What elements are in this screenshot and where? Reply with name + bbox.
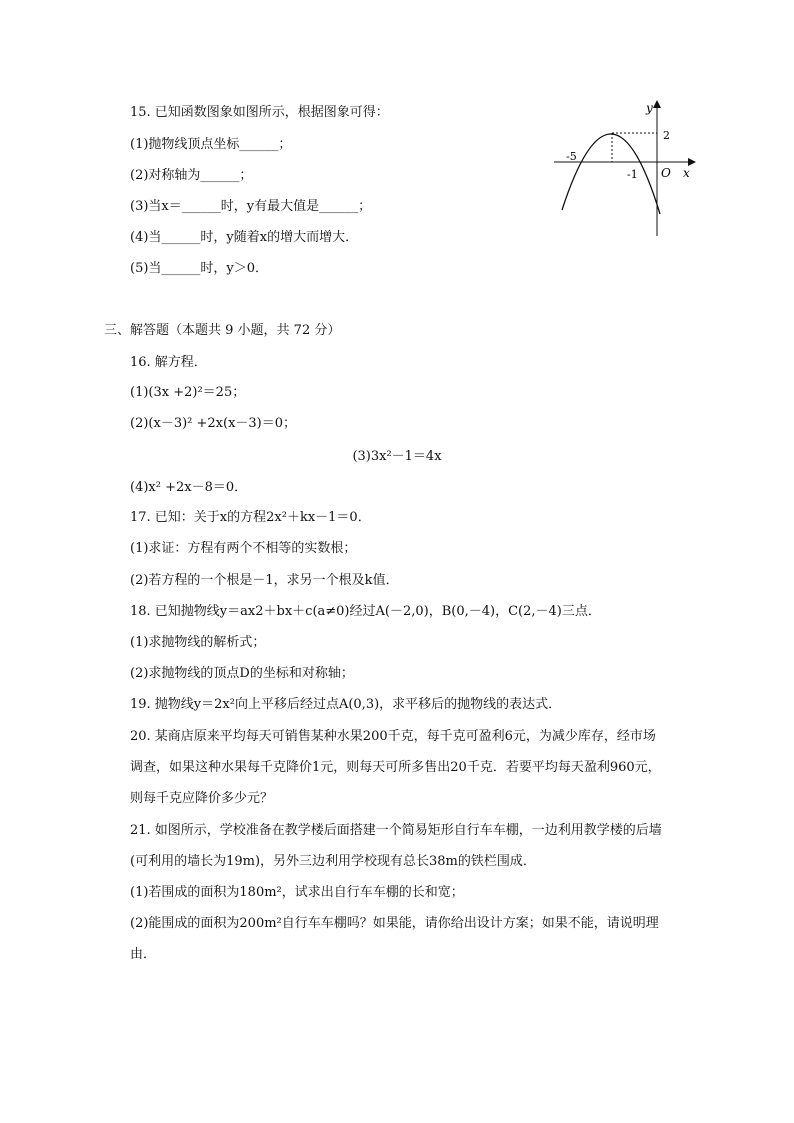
q16-part2: (2)(x－3)² +2x(x－3)＝0； xyxy=(130,416,297,431)
parabola-graph xyxy=(550,96,700,241)
q15-part1: (1)抛物线顶点坐标______； xyxy=(130,137,292,152)
q16-part4: (4)x² +2x－8＝0． xyxy=(130,480,248,495)
q18-part1: (1)求抛物线的解析式； xyxy=(130,635,266,650)
q17-part1: (1)求证：方程有两个不相等的实数根； xyxy=(130,541,357,556)
q15-part4: (4)当______时，y随着x的增大而增大． xyxy=(130,230,359,245)
q21-part1: (1)若围成的面积为180m²，试求出自行车车棚的长和宽； xyxy=(130,885,464,900)
x-axis-arrow xyxy=(688,158,696,166)
q15-part3: (3)当x＝______时，y有最大值是______； xyxy=(130,199,372,214)
q16-part1: (1)(3x +2)²＝25； xyxy=(130,385,246,400)
q17-stem: 17. 已知：关于x的方程2x²＋kx－1＝0． xyxy=(130,510,371,525)
q20-line3: 则每千克应降价多少元？ xyxy=(130,791,274,806)
q16-stem: 16. 解方程． xyxy=(130,355,207,370)
q15-part5: (5)当______时，y＞0． xyxy=(130,261,269,276)
q21-part2-line1: (2)能围成的面积为200m²自行车车棚吗？如果能，请你给出设计方案；如果不能，请说明理 xyxy=(130,916,659,931)
q15-part2: (2)对称轴为______； xyxy=(130,168,253,183)
tick-label-neg5: -5 xyxy=(566,150,577,163)
q15-stem: 15. 已知函数图象如图所示，根据图象可得： xyxy=(130,105,389,120)
tick-label-2: 2 xyxy=(663,129,670,142)
q21-part2-line2: 由． xyxy=(130,947,157,962)
q17-part2: (2)若方程的一个根是－1，求另一个根及k值． xyxy=(130,573,399,588)
q18-part2: (2)求抛物线的顶点D的坐标和对称轴； xyxy=(130,666,354,681)
q18-stem: 18. 已知抛物线y＝ax2＋bx＋c(a≠0)经过A(－2,0)，B(0,－4)，C(2,－4)三点． xyxy=(130,604,601,619)
q20-line2: 调查，如果这种水果每千克降价1元，则每天可所多售出20千克．若要平均每天盈利960元， xyxy=(130,760,661,775)
tick-label-neg1: -1 xyxy=(627,168,638,181)
origin-label: O xyxy=(661,166,671,180)
q16-part3: (3)3x²－1＝4x xyxy=(352,449,442,464)
q21-line2: (可利用的墙长为19m)，另外三边利用学校现有总长38m的铁栏围成． xyxy=(130,854,536,869)
x-axis-label: x xyxy=(683,166,690,180)
q20-line1: 20. 某商店原来平均每天可销售某种水果200千克，每千克可盈利6元，为减少库存，经市场 xyxy=(130,729,656,744)
y-axis-arrow xyxy=(653,100,661,108)
y-axis-label: y xyxy=(646,101,653,115)
q21-line1: 21. 如图所示，学校准备在教学楼后面搭建一个简易矩形自行车车棚，一边利用教学楼的后墙 xyxy=(130,823,662,838)
section-3-heading: 三、解答题（本题共 9 小题，共 72 分） xyxy=(104,323,341,338)
parabola-curve xyxy=(562,134,660,214)
q19-stem: 19. 抛物线y＝2x²向上平移后经过点A(0,3)，求平移后的抛物线的表达式． xyxy=(130,697,562,712)
